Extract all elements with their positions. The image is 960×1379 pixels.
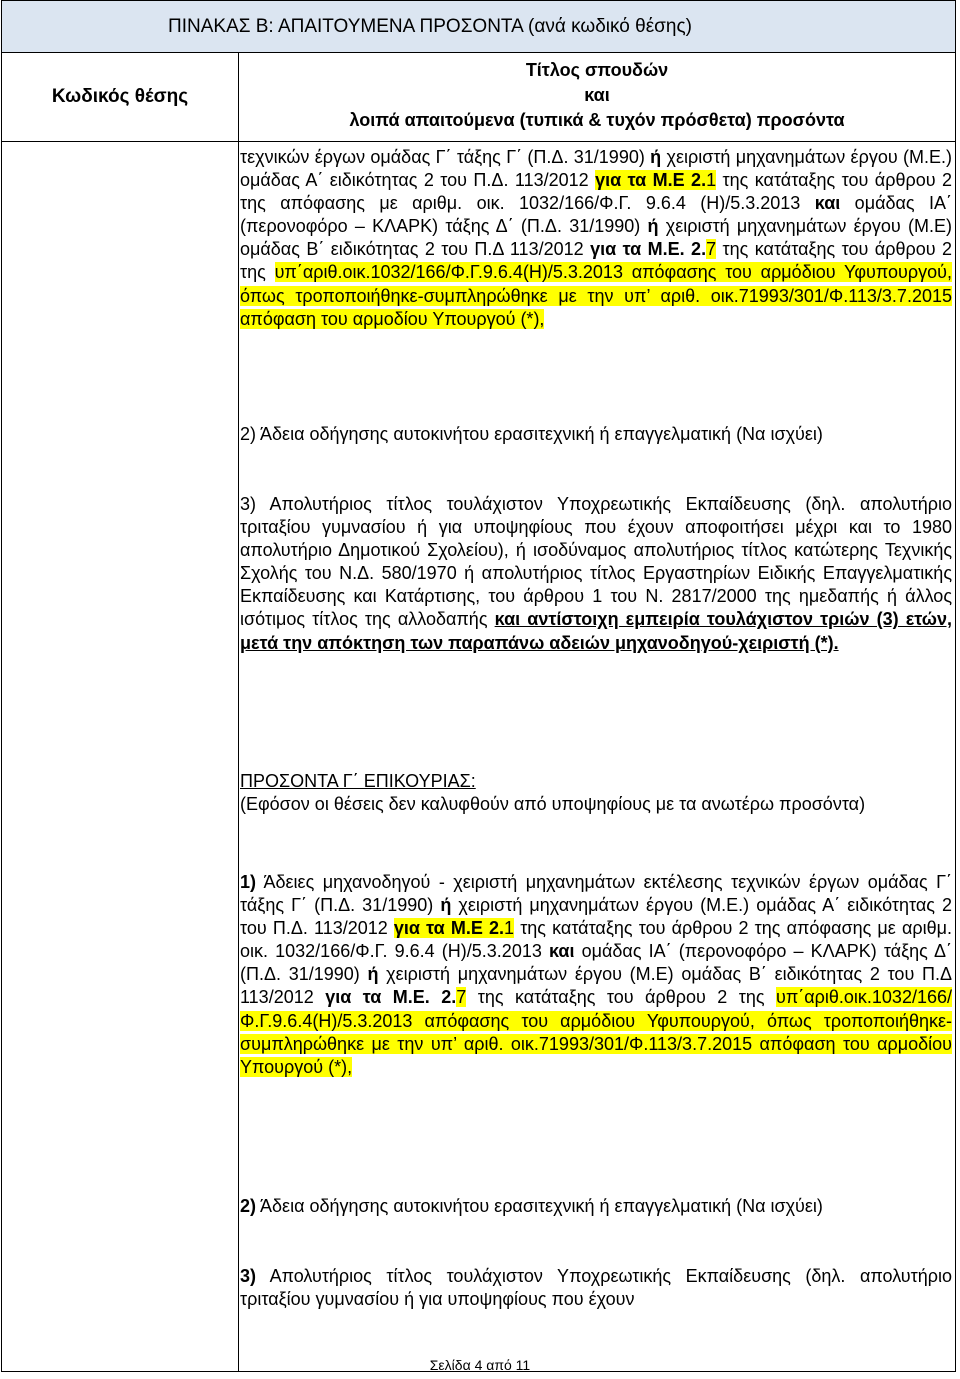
paragraph: 1) Άδειες μηχανοδηγού - χειριστή μηχανημάτων εκτέλεσης τεχνικών έργων ομάδας Γ΄ τάξης Γ΄ (Π.Δ. 31/1990) ή χειριστή μηχανημάτων έργου (Μ.Ε.) ομάδας Α΄ ειδικότητας 2 του Π.Δ. 113/2012 για τα Μ.Ε 2.1 της κατάταξης του άρθρου 2 της απόφασης με αριθμ. οικ. 1032/166/Φ.Γ. 9.6.4 (Η)/5.3.2013 και ομάδας ΙΑ΄ (περονοφόρο – ΚΛΑΡΚ) τάξης Δ΄ (Π.Δ. 31/1990) ή χειριστή μηχανημάτων έργου (Μ.Ε) ομάδας Β΄ ειδικότητας 2 του Π.Δ 113/2012 για τα Μ.Ε. 2.7 της κατάταξης του άρθρου 2 της υπ΄αριθ.οικ.1032/166/Φ.Γ.9.6.4(Η)/5.3.2013 απόφασης του αρμόδιου Υφυπουργού, όπως τροποποιήθηκε-συμπληρώθηκε με την υπ’ αριθ. οικ.71993/301/Φ.113/3.7.2015 απόφαση του αρμοδίου Υπουργού (*),: [240, 872, 952, 1077]
header-title-cell: [239, 52, 955, 141]
table-title-row: [2, 1, 955, 53]
paragraph: ΠΡΟΣΟΝΤΑ Γ΄ ΕΠΙΚΟΥΡΙΑΣ: (Εφόσον οι θέσεις δεν καλυφθούν από υποψηφίους με τα ανωτέρω προσόντα): [240, 771, 866, 815]
paragraph: 2) Άδεια οδήγησης αυτοκινήτου ερασιτεχνική ή επαγγελματική (Να ισχύει): [240, 424, 823, 444]
paragraph: 2) Άδεια οδήγησης αυτοκινήτου ερασιτεχνική ή επαγγελματική (Να ισχύει): [240, 1196, 823, 1216]
page-footer: Σελίδα 4 από 11: [429, 1357, 531, 1373]
paragraph: 3) Απολυτήριος τίτλος τουλάχιστον Υποχρεωτικής Εκπαίδευσης (δηλ. απολυτήριο τριταξίου γυμνασίου ή για υποψηφίους που έχουν αποφοιτήσει μέχρι και το 1980 απολυτήριο Δημοτικού Σχολείου), ή ισοδύναμος απολυτήριος τίτλος κατώτερης Τεχνικής Σχολής του Ν.Δ. 580/1970 ή απολυτήριος τίτλος Εργαστηρίων Ειδικής Επαγγελματικής Εκπαίδευσης και Κατάρτισης, του άρθρου 1 του Ν. 2817/2000 της ημεδαπής ή άλλος ισότιμος τίτλος της αλλοδαπής και αντίστοιχη εμπειρία τουλάχιστον τριών (3) ετών, μετά την απόκτηση των παραπάνω αδειών μηχανοδηγού-χειριστή (*).: [240, 494, 953, 653]
header-code-cell: [2, 52, 239, 141]
body-code-cell: [2, 141, 239, 1371]
paragraph: τεχνικών έργων ομάδας Γ΄ τάξης Γ΄ (Π.Δ. 31/1990) ή χειριστή μηχανημάτων έργου (Μ.Ε.) ομάδας Α΄ ειδικότητας 2 του Π.Δ. 113/2012 για τα Μ.Ε 2.1 της κατάταξης του άρθρου 2 της απόφασης με αριθμ. οικ. 1032/166/Φ.Γ. 9.6.4 (Η)/5.3.2013 και ομάδας ΙΑ΄ (περονοφόρο – ΚΛΑΡΚ) τάξης Δ΄ (Π.Δ. 31/1990) ή χειριστή μηχανημάτων έργου (Μ.Ε) ομάδας Β΄ ειδικότητας 2 του Π.Δ 113/2012 για τα Μ.Ε. 2.7 της κατάταξης του άρθρου 2 της υπ΄αριθ.οικ.1032/166/Φ.Γ.9.6.4(Η)/5.3.2013 απόφασης του αρμόδιου Υφυπουργού, όπως τροποποιήθηκε-συμπληρώθηκε με την υπ’ αριθ. οικ.71993/301/Φ.113/3.7.2015 απόφαση του αρμοδίου Υπουργού (*),: [240, 147, 953, 329]
header-title-line-2: και: [584, 85, 610, 105]
header-code-label: Κωδικός θέσης: [51, 86, 189, 107]
page-title: ΠΙΝΑΚΑΣ Β: ΑΠΑΙΤΟΥΜΕΝΑ ΠΡΟΣΟΝΤΑ (ανά κωδικό θέσης): [168, 16, 692, 37]
header-title-line-3: λοιπά απαιτούμενα (τυπικά & τυχόν πρόσθετα) προσόντα: [349, 110, 845, 130]
paragraph: 3) Απολυτήριος τίτλος τουλάχιστον Υποχρεωτικής Εκπαίδευσης (δηλ. απολυτήριο τριταξίου γυμνασίου ή για υποψηφίους που έχουν: [240, 1266, 952, 1310]
table-header-row: [2, 52, 955, 142]
header-title-line-1: Τίτλος σπουδών: [525, 60, 669, 80]
